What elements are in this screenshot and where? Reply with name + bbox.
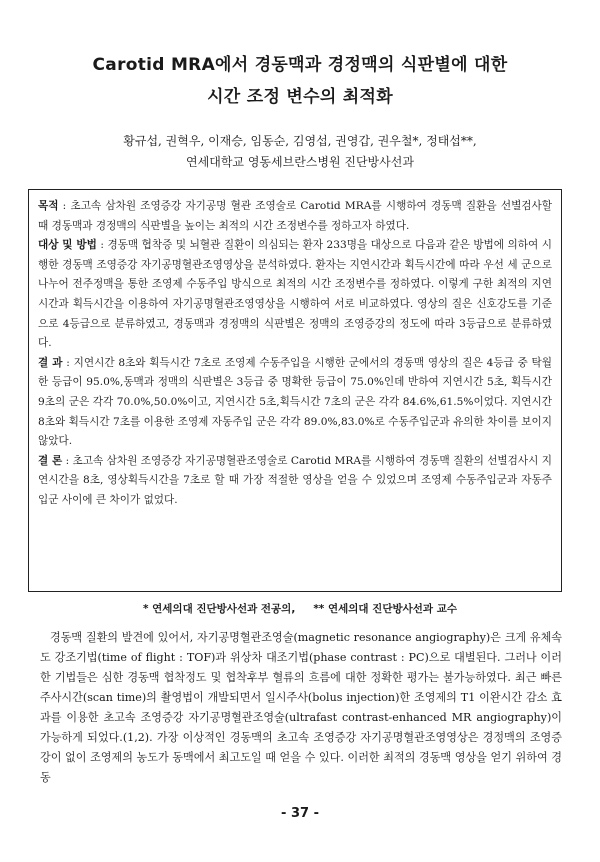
footnote-professor: ** 연세의대 진단방사선과 교수 xyxy=(313,603,457,615)
page-number: - 37 - xyxy=(281,806,319,821)
methods-text: : 경동맥 협착증 및 뇌혈관 질환이 의심되는 환자 233명을 대상으로 다음과 같은 방법에 의하여 시행한 경동맥 조영증강 자기공명혈관조영영상을 분석하였다. 환자는 지연시간과 획득시간에 따라 우선 세 군으로 나누어 전주정맥을 통한 조영제 수동주입 방식으로 최적의 시간 조정변수를 정하였다. 이렇게 구한 최적의 지연시간과 획득시간을 이용하여 자기공명혈관조영영상을 시행하여 서로 비교하였다. 영상의 질은 신호강도를 기준으로 4등급으로 분류하였고, 경동맥과 경정맥의 식판별은 정맥의 조영증강의 정도에 따라 3등급으로 분류하였다. xyxy=(38,239,552,350)
paper-title-line-2: 시간 조정 변수의 최적화 xyxy=(207,87,393,107)
paper-title-line-1: Carotid MRA에서 경동맥과 경정맥의 식판별에 대한 xyxy=(92,55,508,75)
body-paragraph: 경동맥 질환의 발견에 있어서, 자기공명혈관조영술(magnetic resonance angiography)은 크게 유체속도 강조기법(time of flight : TOF)과 위상차 대조기법(phase contrast : PC)으로 대별된다. 그러나 이러한 기법들은 심한 경동맥 협착정도 및 협착후부 혈류의 흐름에 대한 정확한 평가는 불가능하였다. 최근 빠른 주사시간(scan time)의 촬영법이 개발되면서 일시주사(bolus injection)한 조영제의 T1 이완시간 감소 효과를 이용한 초고속 조영증강 자기공명혈관조영술(ultrafast contrast-enhanced MR angiography)이 가능하게 되었다.(1,2). 가장 이상적인 경동맥의 초고속 조영증강 자기공명혈관조영영상은 경정맥의 조영증강이 없이 조영제의 농도가 동맥에서 최고도일 때 얻을 수 있다. 이러한 최적의 경동맥 영상을 얻기 위하여 경동 xyxy=(40,631,562,784)
abstract-conclusion xyxy=(38,452,552,511)
methods-label: 대상 및 방법 xyxy=(38,239,97,252)
conclusion-label: 결 론 xyxy=(38,454,63,467)
affiliation: 연세대학교 영동세브란스병원 진단방사선과 xyxy=(186,155,414,169)
results-text: : 지연시간 8초와 획득시간 7초로 조영제 수동주입을 시행한 군에서의 경동맥 영상의 질은 4등급 중 탁월한 등급이 95.0%,동맥과 정맥의 식판별은 3등급 중 명확한 등급이 75.0%인데 반하여 지연시간 5초, 획득시간 9초의 군은 각각 70.0%,50.0%이고, 지연시간 5초,획득시간 7초의 군은 각각 84.6%,61.5%이었다. 지연시간 8초와 획득시간 7초를 이용한 조영제 자동주입 군은 각각 89.0%,83.0%로 수동주입군과 유의한 차이를 보이지 않았다. xyxy=(38,356,553,448)
abstract-box xyxy=(28,189,562,592)
purpose-label: 목적 xyxy=(38,200,59,212)
footnote xyxy=(0,601,600,616)
results-label: 결 과 xyxy=(38,356,63,369)
conclusion-text: : 초고속 삼차원 조영증강 자기공명혈관조영술로 Carotid MRA를 시행하여 경동맥 질환의 선별검사시 지연시간을 8초, 영상획득시간을 7초로 할 때 가장 적절한 영상을 얻을 수 있었으며 조영제 수동주입군과 자동주입군 사이에 큰 차이가 없었다. xyxy=(38,454,553,506)
abstract-results xyxy=(38,354,552,452)
footnote-resident: * 연세의대 진단방사선과 전공의, xyxy=(143,603,296,615)
purpose-text: : 초고속 삼차원 조영증강 자기공명 혈관 조영술로 Carotid MRA를 시행하여 경동맥 질환을 선별검사할 때 경동맥과 경정맥의 식판별을 높이는 최적의 시간 조정변수를 정하고자 하였다. xyxy=(38,200,552,232)
author-list: 황규섭, 권혁우, 이재승, 임동순, 김영섭, 권영갑, 권우철*, 정태섭**, xyxy=(123,134,477,148)
abstract-methods xyxy=(38,236,552,354)
abstract-purpose xyxy=(38,197,552,236)
